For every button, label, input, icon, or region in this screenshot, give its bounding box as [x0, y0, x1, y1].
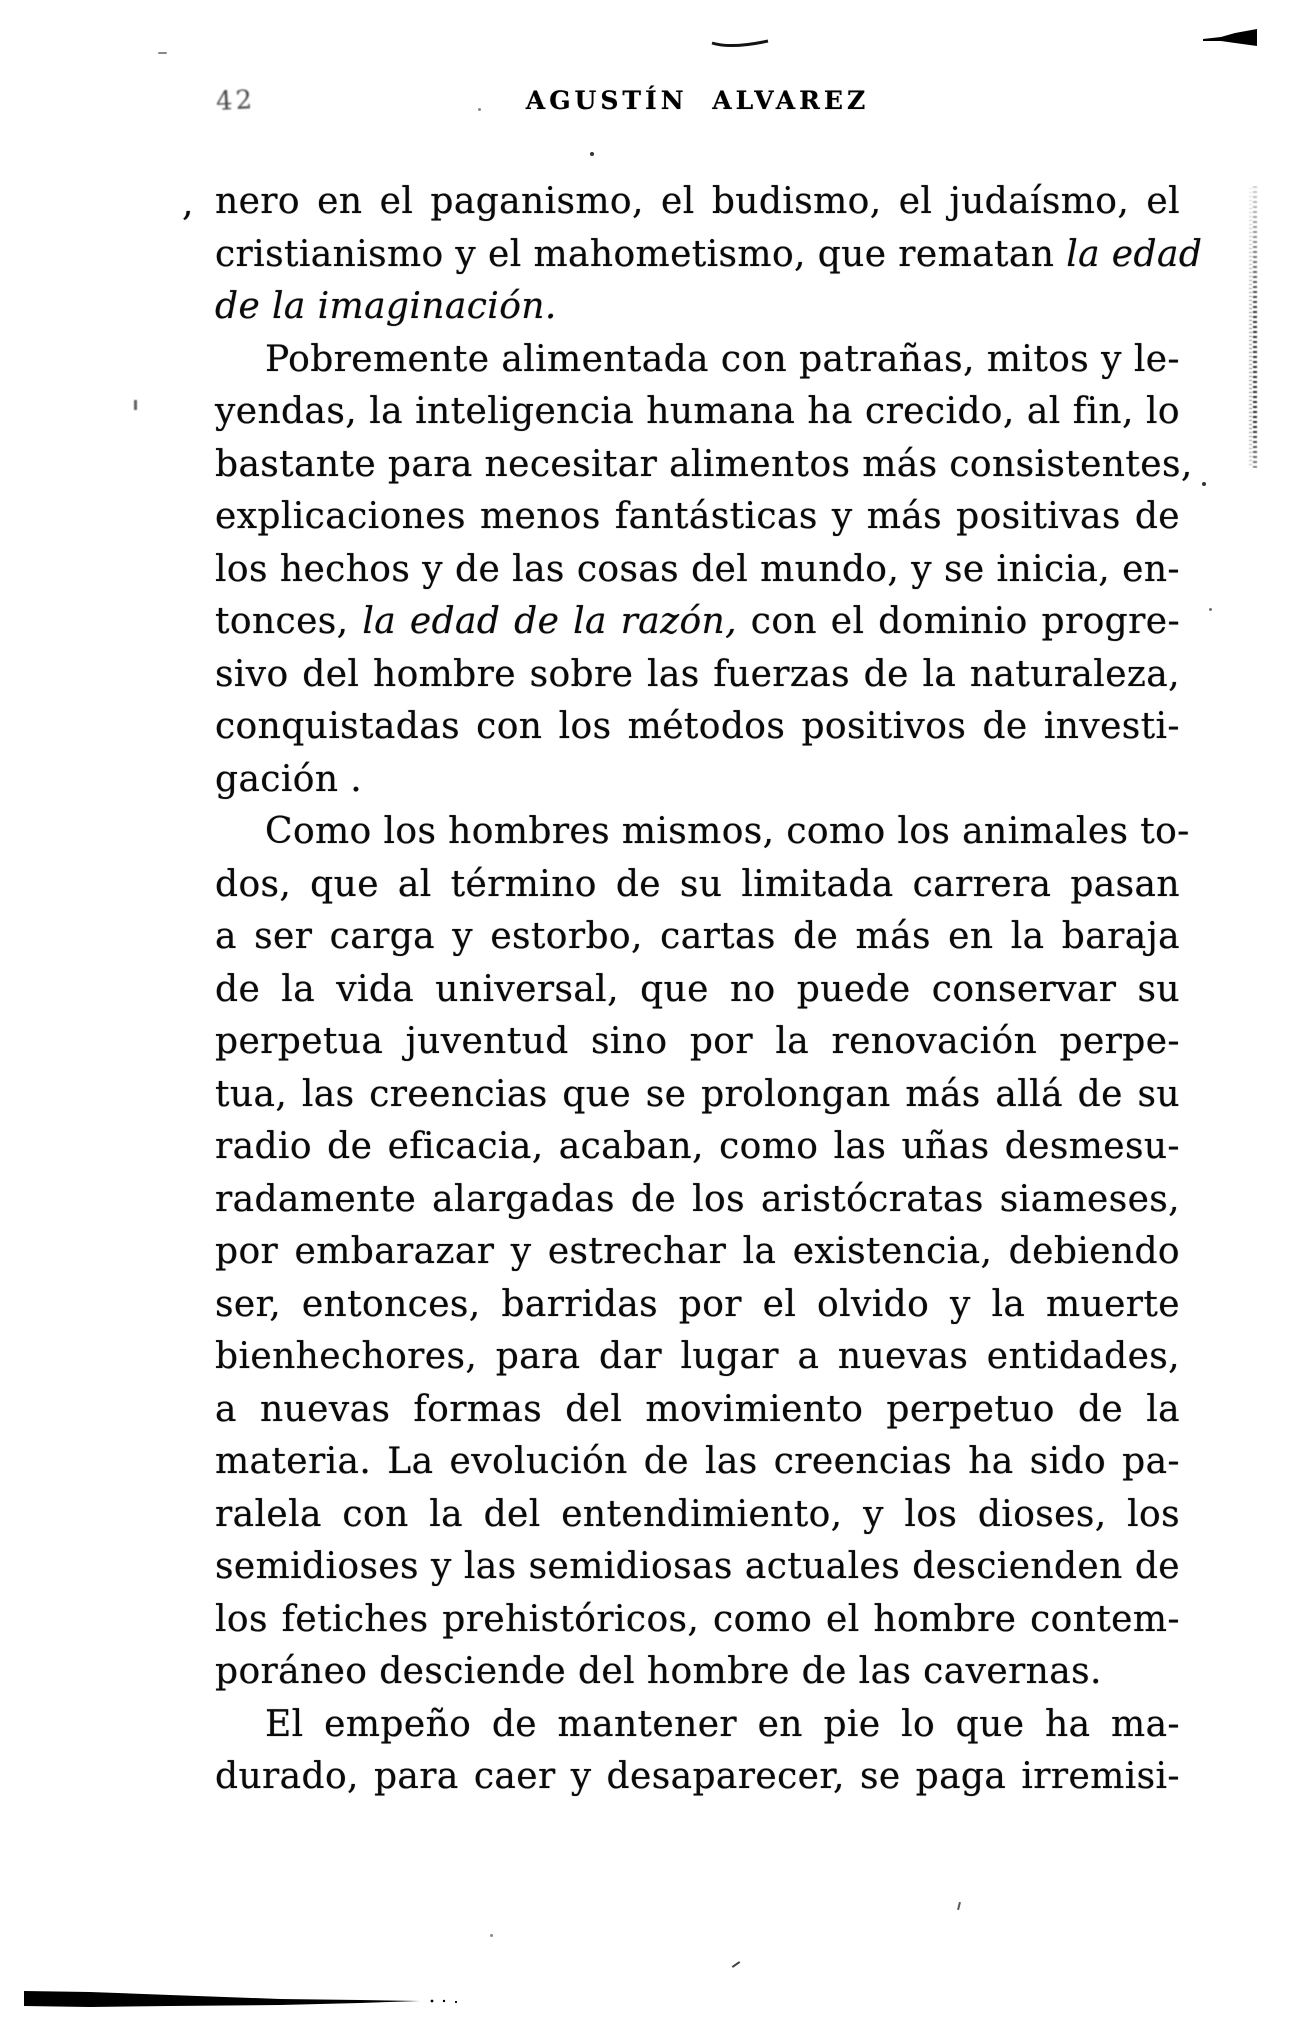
speck-right-margin-1 [1202, 482, 1206, 486]
text-run: semidioses y las semidiosas actuales descienden de [215, 1546, 1180, 1587]
right-margin-speckle-band [1246, 186, 1260, 468]
text-line [215, 1174, 1180, 1227]
text-run: El empeño de mantener en pie lo que ha ma- [265, 1703, 1180, 1745]
text-line [215, 649, 1180, 702]
text-line [215, 1489, 1180, 1542]
text-run: a ser carga y estorbo, cartas de más en la baraja [215, 916, 1180, 957]
text-run: los fetiches prehistóricos, como el hombre contem- [215, 1598, 1180, 1640]
top-right-ink-wedge [1203, 29, 1259, 48]
text-line [215, 386, 1180, 439]
speck-bottom-tick-1 [957, 1902, 961, 1910]
text-line [215, 1699, 1180, 1752]
text-line [215, 1436, 1180, 1489]
text-run: tua, las creencias que se prolongan más allá de su [215, 1073, 1180, 1115]
stray-comma-mark: , [182, 183, 194, 224]
speck-above-line1 [590, 152, 594, 156]
text-run: por embarazar y estrechar la existencia, debiendo [215, 1231, 1180, 1272]
speck-bottom-accent [732, 1961, 741, 1968]
italic-text-run: la edad [1066, 233, 1203, 275]
text-line [215, 859, 1180, 912]
text-run: ralela con la del entendimiento, y los dioses, los [215, 1493, 1180, 1535]
italic-text-run: la edad de la razón, [362, 601, 737, 642]
text-run: Como los hombres mismos, como los animales to- [265, 811, 1190, 852]
text-line [215, 596, 1180, 649]
text-line [215, 1279, 1180, 1332]
text-run: sivo del hombre sobre las fuerzas de la naturaleza, [215, 653, 1180, 695]
text-run: de la vida universal, que no puede conservar su [215, 968, 1180, 1010]
text-run: gación . [215, 758, 363, 800]
text-line [215, 1331, 1180, 1384]
text-run: bastante para necesitar alimentos más consistentes, [215, 443, 1193, 485]
text-run: tonces, [215, 601, 363, 642]
text-line [215, 964, 1180, 1017]
speck-right-margin-2 [1209, 608, 1212, 611]
text-run: radamente alargadas de los aristócratas siameses, [215, 1178, 1180, 1220]
text-run: cristianismo y el mahometismo, que rematan [215, 233, 1067, 275]
text-run: ser, entonces, barridas por el olvido y la muerte [215, 1283, 1180, 1325]
text-line [215, 911, 1180, 964]
text-run: nero en el paganismo, el budismo, el judaísmo, el [215, 181, 1180, 222]
speck-top-left [158, 52, 167, 54]
text-line [215, 229, 1203, 282]
text-line [215, 701, 1180, 754]
italic-text-run: de la imaginación. [215, 286, 557, 327]
text-run: los hechos y de las cosas del mundo, y se inicia, en- [215, 548, 1180, 590]
text-run: bienhechores, para dar lugar a nuevas entidades, [215, 1336, 1180, 1377]
text-line [215, 281, 1180, 334]
text-run: Pobremente alimentada con patrañas, mitos y le- [265, 338, 1180, 380]
text-run: a nuevas formas del movimiento perpetuo de la [215, 1388, 1180, 1430]
text-run: explicaciones menos fantásticas y más positivas de [215, 496, 1180, 537]
text-run: poráneo desciende del hombre de las cavernas. [215, 1651, 1102, 1692]
text-run: yendas, la inteligencia humana ha crecido, al fin, lo [215, 391, 1180, 432]
text-line [215, 491, 1180, 544]
page-number: 42 [215, 84, 256, 118]
text-run: durado, para caer y desaparecer, se paga irremisi- [215, 1756, 1180, 1797]
text-run: materia. La evolución de las creencias ha sido pa- [215, 1441, 1180, 1482]
text-line [215, 439, 1193, 492]
text-line [215, 1069, 1180, 1122]
text-line [215, 806, 1190, 859]
text-line [182, 176, 1180, 229]
text-line [215, 1016, 1180, 1069]
text-run: conquistadas con los métodos positivos de investi- [215, 706, 1180, 747]
text-block [182, 176, 1203, 1804]
text-line [215, 1646, 1180, 1699]
text-line [215, 754, 1180, 807]
top-center-stroke [711, 36, 771, 50]
text-run: perpetua juventud sino por la renovación perpe- [215, 1021, 1180, 1062]
text-run: radio de eficacia, acaban, como las uñas desmesu- [215, 1126, 1180, 1167]
bottom-left-ink-bar [20, 1986, 480, 2014]
speck-left-margin [134, 400, 137, 410]
text-line [215, 544, 1180, 597]
text-line [215, 1384, 1180, 1437]
text-line [215, 334, 1180, 387]
text-line [215, 1121, 1180, 1174]
text-line [215, 1541, 1180, 1594]
running-header-title: AGUSTÍN ALVAREZ [525, 86, 870, 115]
speck-header-left [478, 108, 481, 111]
text-line [215, 1751, 1180, 1804]
text-run: con el dominio progre- [737, 601, 1181, 642]
speck-bottom-dot [490, 1934, 493, 1937]
text-run: dos, que al término de su limitada carrera pasan [215, 863, 1180, 905]
text-line [215, 1594, 1180, 1647]
text-line [215, 1226, 1180, 1279]
